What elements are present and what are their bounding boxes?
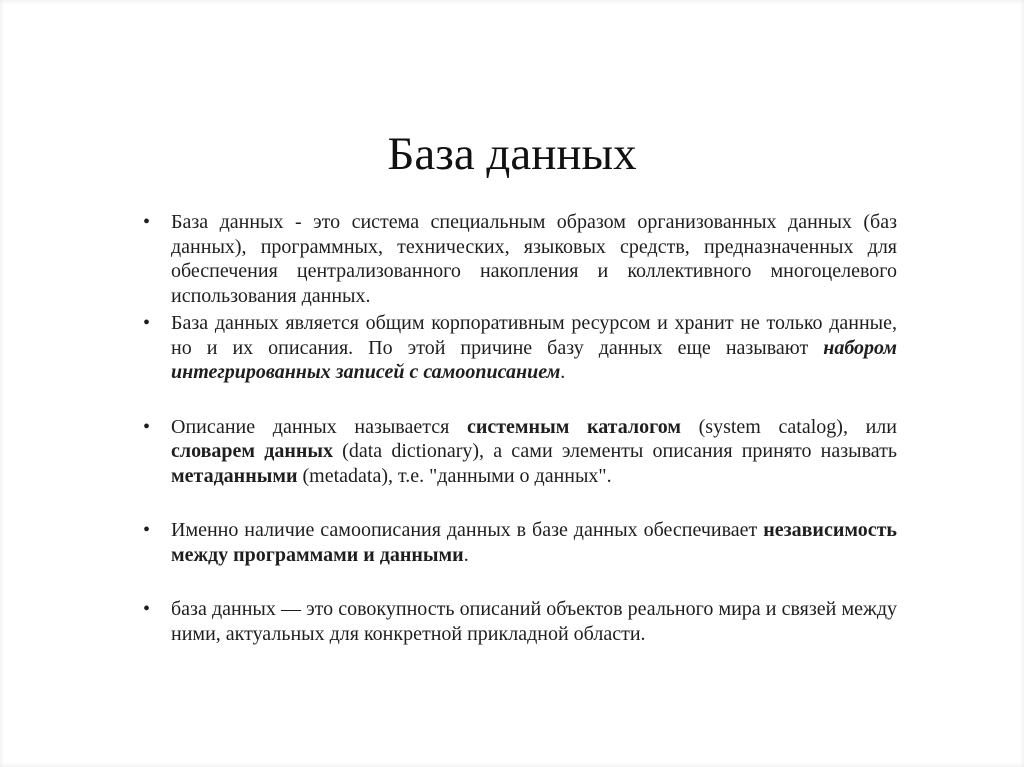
bullet-item [143, 210, 897, 308]
bold-term: независимость между программами и данными [171, 519, 897, 566]
slide-title: База данных [387, 128, 637, 180]
bullet-item [143, 597, 897, 646]
bullet-item [143, 311, 897, 385]
bullet-text: (data dictionary), а сами элементы описания принято называть [332, 440, 897, 462]
bullet-text: база данных — это совокупность описаний объектов реального мира и связей между ними, актуальных для конкретной прикладной области. [171, 598, 897, 645]
bullet-marker: • [143, 415, 151, 438]
bullet-marker: • [143, 211, 151, 233]
bold-term: системным каталогом [466, 415, 681, 438]
bullet-text: Именно наличие самоописания данных в базе данных обеспечивает [171, 519, 764, 541]
bullet-marker: • [143, 598, 151, 620]
bullet-item [143, 518, 897, 567]
bullet-text: База данных является общим корпоративным ресурсом и хранит не только данные, но и их описания. По этой причине базу данных еще называют [171, 312, 897, 359]
bullet-text: (system catalog), или [680, 415, 897, 438]
bold-term: метаданными [171, 464, 298, 487]
bold-italic-term: набором интегрированных записей с самоописанием [171, 336, 897, 383]
bullet-list [143, 210, 897, 646]
bullet-text: . [463, 543, 469, 566]
bullet-text: База данных - это система специальным образом организованных данных (баз данных), программных, технических, языковых средств, предназначенных для обеспечения централизованного накопления и коллективного многоцелевого использования данных. [171, 211, 897, 307]
bullet-item [143, 415, 897, 489]
bullet-marker: • [143, 312, 151, 334]
bullet-marker: • [143, 519, 151, 541]
bold-term: словарем данных [171, 440, 333, 462]
bullet-text: Описание данных называется [171, 415, 467, 438]
bullet-text: . [560, 361, 566, 383]
bullet-text: (metadata), т.е. "данными о данных". [297, 464, 612, 487]
